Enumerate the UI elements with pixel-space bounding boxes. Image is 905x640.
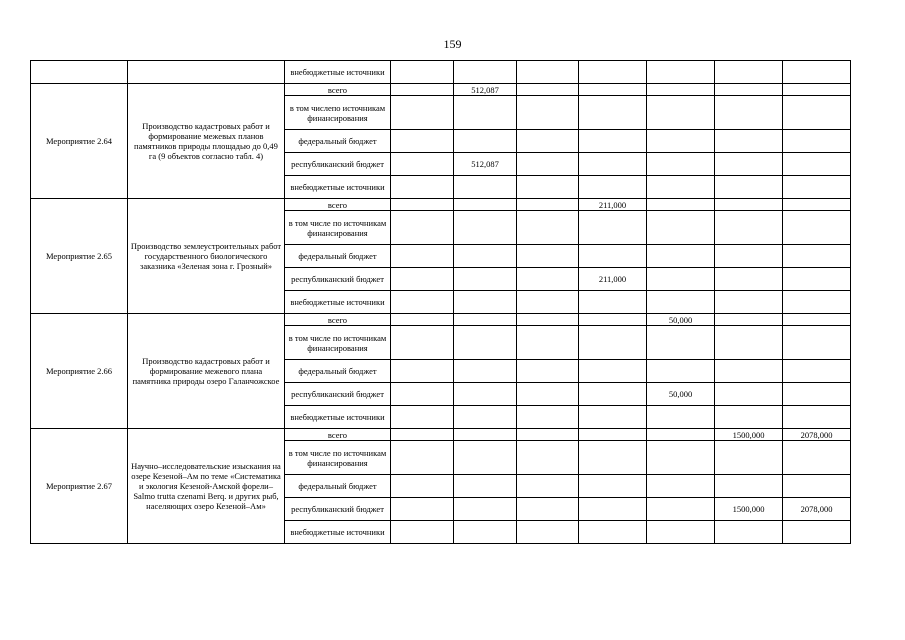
value-cell xyxy=(647,153,715,176)
value-cell xyxy=(517,268,579,291)
value-cell xyxy=(647,521,715,544)
measure-label: Мероприятие 2.67 xyxy=(31,429,128,544)
value-cell xyxy=(715,406,783,429)
funding-source: внебюджетные источники xyxy=(285,521,391,544)
value-cell: 1500,000 xyxy=(715,429,783,441)
value-cell xyxy=(715,291,783,314)
value-cell xyxy=(391,176,454,199)
value-cell: 2078,000 xyxy=(783,498,851,521)
value-cell xyxy=(783,84,851,96)
value-cell xyxy=(517,176,579,199)
funding-source: федеральный бюджет xyxy=(285,130,391,153)
value-cell xyxy=(783,130,851,153)
value-cell xyxy=(715,96,783,130)
funding-source: республиканский бюджет xyxy=(285,383,391,406)
value-cell xyxy=(783,176,851,199)
value-cell xyxy=(454,406,517,429)
value-cell: 512,087 xyxy=(454,153,517,176)
label-cell xyxy=(31,61,128,84)
value-cell xyxy=(517,441,579,475)
value-cell xyxy=(454,61,517,84)
value-cell xyxy=(454,383,517,406)
value-cell xyxy=(391,130,454,153)
value-cell xyxy=(647,326,715,360)
value-cell xyxy=(517,199,579,211)
value-cell: 211,000 xyxy=(579,199,647,211)
value-cell xyxy=(391,199,454,211)
value-cell xyxy=(647,498,715,521)
value-cell xyxy=(579,406,647,429)
value-cell xyxy=(517,61,579,84)
value-cell xyxy=(454,176,517,199)
value-cell xyxy=(715,61,783,84)
value-cell xyxy=(391,245,454,268)
funding-source: республиканский бюджет xyxy=(285,268,391,291)
value-cell xyxy=(517,211,579,245)
measure-name: Производство землеустроительных работ государственного биологического заказника «Зеленая зона г. Грозный» xyxy=(128,199,285,314)
value-cell xyxy=(715,211,783,245)
value-cell xyxy=(647,96,715,130)
value-cell xyxy=(391,383,454,406)
value-cell xyxy=(454,130,517,153)
value-cell xyxy=(517,429,579,441)
value-cell xyxy=(715,153,783,176)
measure-label: Мероприятие 2.64 xyxy=(31,84,128,199)
value-cell xyxy=(391,521,454,544)
value-cell xyxy=(647,406,715,429)
value-cell xyxy=(454,314,517,326)
value-cell xyxy=(783,153,851,176)
value-cell xyxy=(715,245,783,268)
value-cell xyxy=(579,360,647,383)
value-cell xyxy=(454,291,517,314)
value-cell xyxy=(579,153,647,176)
name-cell xyxy=(128,61,285,84)
value-cell xyxy=(391,429,454,441)
measure-name: Производство кадастровых работ и формирование межевого плана памятника природы озеро Галанчожское xyxy=(128,314,285,429)
value-cell xyxy=(715,475,783,498)
value-cell: 50,000 xyxy=(647,314,715,326)
value-cell xyxy=(715,199,783,211)
value-cell xyxy=(579,84,647,96)
funding-source: республиканский бюджет xyxy=(285,153,391,176)
funding-source: федеральный бюджет xyxy=(285,475,391,498)
value-cell xyxy=(647,211,715,245)
funding-source: всего xyxy=(285,199,391,211)
funding-source: всего xyxy=(285,429,391,441)
funding-source: в том числе по источникам финансирования xyxy=(285,326,391,360)
value-cell xyxy=(579,441,647,475)
funding-source: республиканский бюджет xyxy=(285,498,391,521)
value-cell xyxy=(647,475,715,498)
value-cell xyxy=(391,96,454,130)
value-cell xyxy=(783,291,851,314)
value-cell xyxy=(579,475,647,498)
value-cell xyxy=(647,245,715,268)
value-cell xyxy=(783,199,851,211)
page-number: 159 xyxy=(443,37,462,51)
table-row xyxy=(31,84,851,96)
value-cell xyxy=(647,176,715,199)
value-cell xyxy=(517,291,579,314)
value-cell xyxy=(715,268,783,291)
value-cell xyxy=(579,61,647,84)
value-cell xyxy=(391,475,454,498)
funding-source: внебюджетные источники xyxy=(285,406,391,429)
value-cell xyxy=(715,130,783,153)
value-cell xyxy=(517,383,579,406)
value-cell xyxy=(783,61,851,84)
value-cell xyxy=(715,84,783,96)
value-cell xyxy=(783,245,851,268)
value-cell xyxy=(783,360,851,383)
value-cell xyxy=(579,383,647,406)
value-cell xyxy=(579,429,647,441)
funding-source: федеральный бюджет xyxy=(285,360,391,383)
funding-source: в том числепо источникам финансирования xyxy=(285,96,391,130)
value-cell xyxy=(783,211,851,245)
source-cell: внебюджетные источники xyxy=(285,61,391,84)
value-cell xyxy=(579,291,647,314)
value-cell xyxy=(647,360,715,383)
value-cell xyxy=(517,360,579,383)
value-cell xyxy=(783,475,851,498)
funding-source: в том числе по источникам финансирования xyxy=(285,211,391,245)
value-cell xyxy=(391,498,454,521)
value-cell xyxy=(783,96,851,130)
value-cell xyxy=(391,153,454,176)
value-cell xyxy=(391,291,454,314)
value-cell xyxy=(517,326,579,360)
value-cell xyxy=(517,498,579,521)
value-cell xyxy=(391,84,454,96)
value-cell xyxy=(454,441,517,475)
value-cell xyxy=(454,96,517,130)
value-cell xyxy=(579,314,647,326)
value-cell xyxy=(391,441,454,475)
carryover-row xyxy=(31,61,851,84)
measure-label: Мероприятие 2.65 xyxy=(31,199,128,314)
value-cell xyxy=(454,326,517,360)
value-cell xyxy=(454,360,517,383)
funding-source: внебюджетные источники xyxy=(285,291,391,314)
value-cell xyxy=(715,360,783,383)
value-cell xyxy=(454,521,517,544)
value-cell xyxy=(391,61,454,84)
value-cell xyxy=(579,96,647,130)
value-cell xyxy=(647,268,715,291)
funding-source: всего xyxy=(285,314,391,326)
value-cell xyxy=(517,406,579,429)
value-cell xyxy=(517,475,579,498)
value-cell xyxy=(454,498,517,521)
value-cell: 50,000 xyxy=(647,383,715,406)
value-cell xyxy=(579,245,647,268)
value-cell xyxy=(579,498,647,521)
value-cell xyxy=(579,130,647,153)
value-cell xyxy=(783,406,851,429)
value-cell xyxy=(715,521,783,544)
table-row xyxy=(31,314,851,326)
value-cell xyxy=(454,199,517,211)
value-cell xyxy=(647,291,715,314)
value-cell xyxy=(647,84,715,96)
value-cell xyxy=(579,326,647,360)
table-row xyxy=(31,429,851,441)
funding-source: внебюджетные источники xyxy=(285,176,391,199)
value-cell xyxy=(391,326,454,360)
measure-name: Научно–исследовательские изыскания на озере Кезеной–Ам по теме «Систематика и экология Кезеной-Амской форели– Salmo trutta czenami Berq. и других рыб, населяющих озеро Кезеной–Ам» xyxy=(128,429,285,544)
value-cell xyxy=(391,406,454,429)
value-cell xyxy=(647,429,715,441)
value-cell xyxy=(454,429,517,441)
value-cell xyxy=(783,441,851,475)
table-row xyxy=(31,199,851,211)
value-cell xyxy=(391,314,454,326)
value-cell xyxy=(783,383,851,406)
value-cell xyxy=(454,245,517,268)
value-cell xyxy=(783,314,851,326)
value-cell xyxy=(517,130,579,153)
value-cell xyxy=(391,360,454,383)
value-cell: 211,000 xyxy=(579,268,647,291)
value-cell: 512,087 xyxy=(454,84,517,96)
value-cell xyxy=(715,176,783,199)
value-cell xyxy=(517,521,579,544)
measure-name: Производство кадастровых работ и формирование межевых планов памятников природы площадью до 0,49 га (9 объектов согласно табл. 4) xyxy=(128,84,285,199)
value-cell xyxy=(517,153,579,176)
value-cell xyxy=(579,211,647,245)
measure-label: Мероприятие 2.66 xyxy=(31,314,128,429)
value-cell xyxy=(517,314,579,326)
value-cell xyxy=(715,314,783,326)
value-cell xyxy=(579,176,647,199)
value-cell xyxy=(517,84,579,96)
value-cell xyxy=(517,245,579,268)
value-cell: 2078,000 xyxy=(783,429,851,441)
value-cell xyxy=(454,475,517,498)
value-cell xyxy=(715,441,783,475)
value-cell xyxy=(391,268,454,291)
value-cell xyxy=(783,521,851,544)
value-cell xyxy=(454,211,517,245)
value-cell xyxy=(715,383,783,406)
value-cell xyxy=(517,96,579,130)
funding-source: в том числе по источникам финансирования xyxy=(285,441,391,475)
value-cell xyxy=(715,326,783,360)
value-cell xyxy=(647,61,715,84)
value-cell xyxy=(454,268,517,291)
funding-source: федеральный бюджет xyxy=(285,245,391,268)
value-cell xyxy=(647,199,715,211)
value-cell xyxy=(579,521,647,544)
value-cell xyxy=(647,130,715,153)
value-cell xyxy=(783,268,851,291)
value-cell xyxy=(391,211,454,245)
value-cell xyxy=(783,326,851,360)
funding-source: всего xyxy=(285,84,391,96)
value-cell: 1500,000 xyxy=(715,498,783,521)
funding-table xyxy=(30,60,851,544)
value-cell xyxy=(647,441,715,475)
